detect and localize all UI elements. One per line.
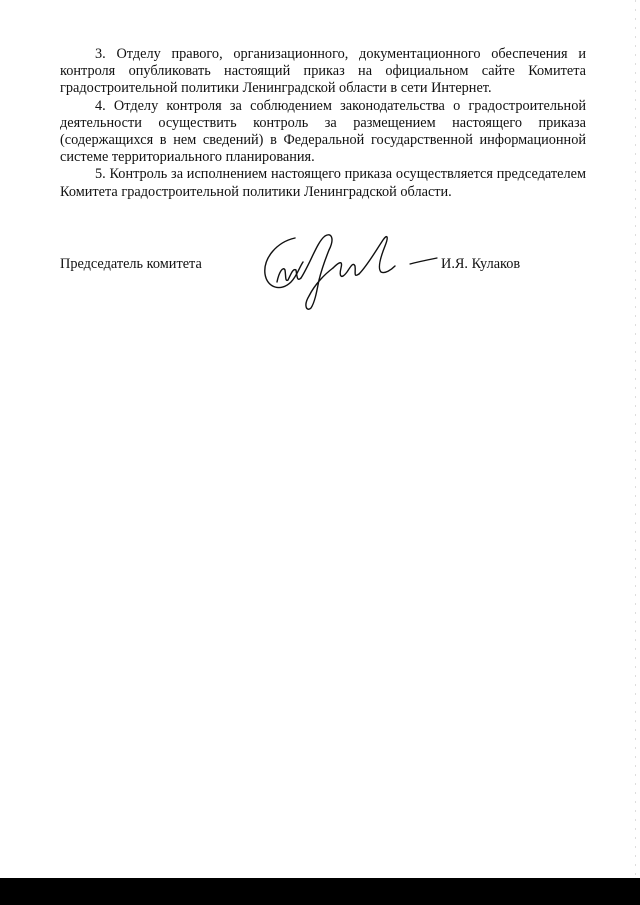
scan-bottom-border: [0, 878, 640, 905]
document-body: [60, 46, 586, 201]
paragraph-3: 3. Отделу правого, организационного, документационного обеспечения и контроля опубликовать настоящий приказ на официальном сайте Комитета градостроительной политики Ленинградской области в сети Интернет.: [60, 46, 586, 97]
signer-name: И.Я. Кулаков: [441, 256, 521, 272]
scan-edge-artifact: [635, 0, 636, 905]
paragraph-5: 5. Контроль за исполнением настоящего приказа осуществляется председателем Комитета градостроительной политики Ленинградской области.: [60, 166, 586, 200]
paragraph-4: 4. Отделу контроля за соблюдением законодательства о градостроительной деятельности осуществить контроль за размещением настоящего приказа (содержащихся в нем сведений) в Федеральной государственной информационной системе территориального планирования.: [60, 97, 586, 166]
handwritten-signature: [255, 222, 445, 317]
signer-title: Председатель комитета: [60, 256, 202, 272]
